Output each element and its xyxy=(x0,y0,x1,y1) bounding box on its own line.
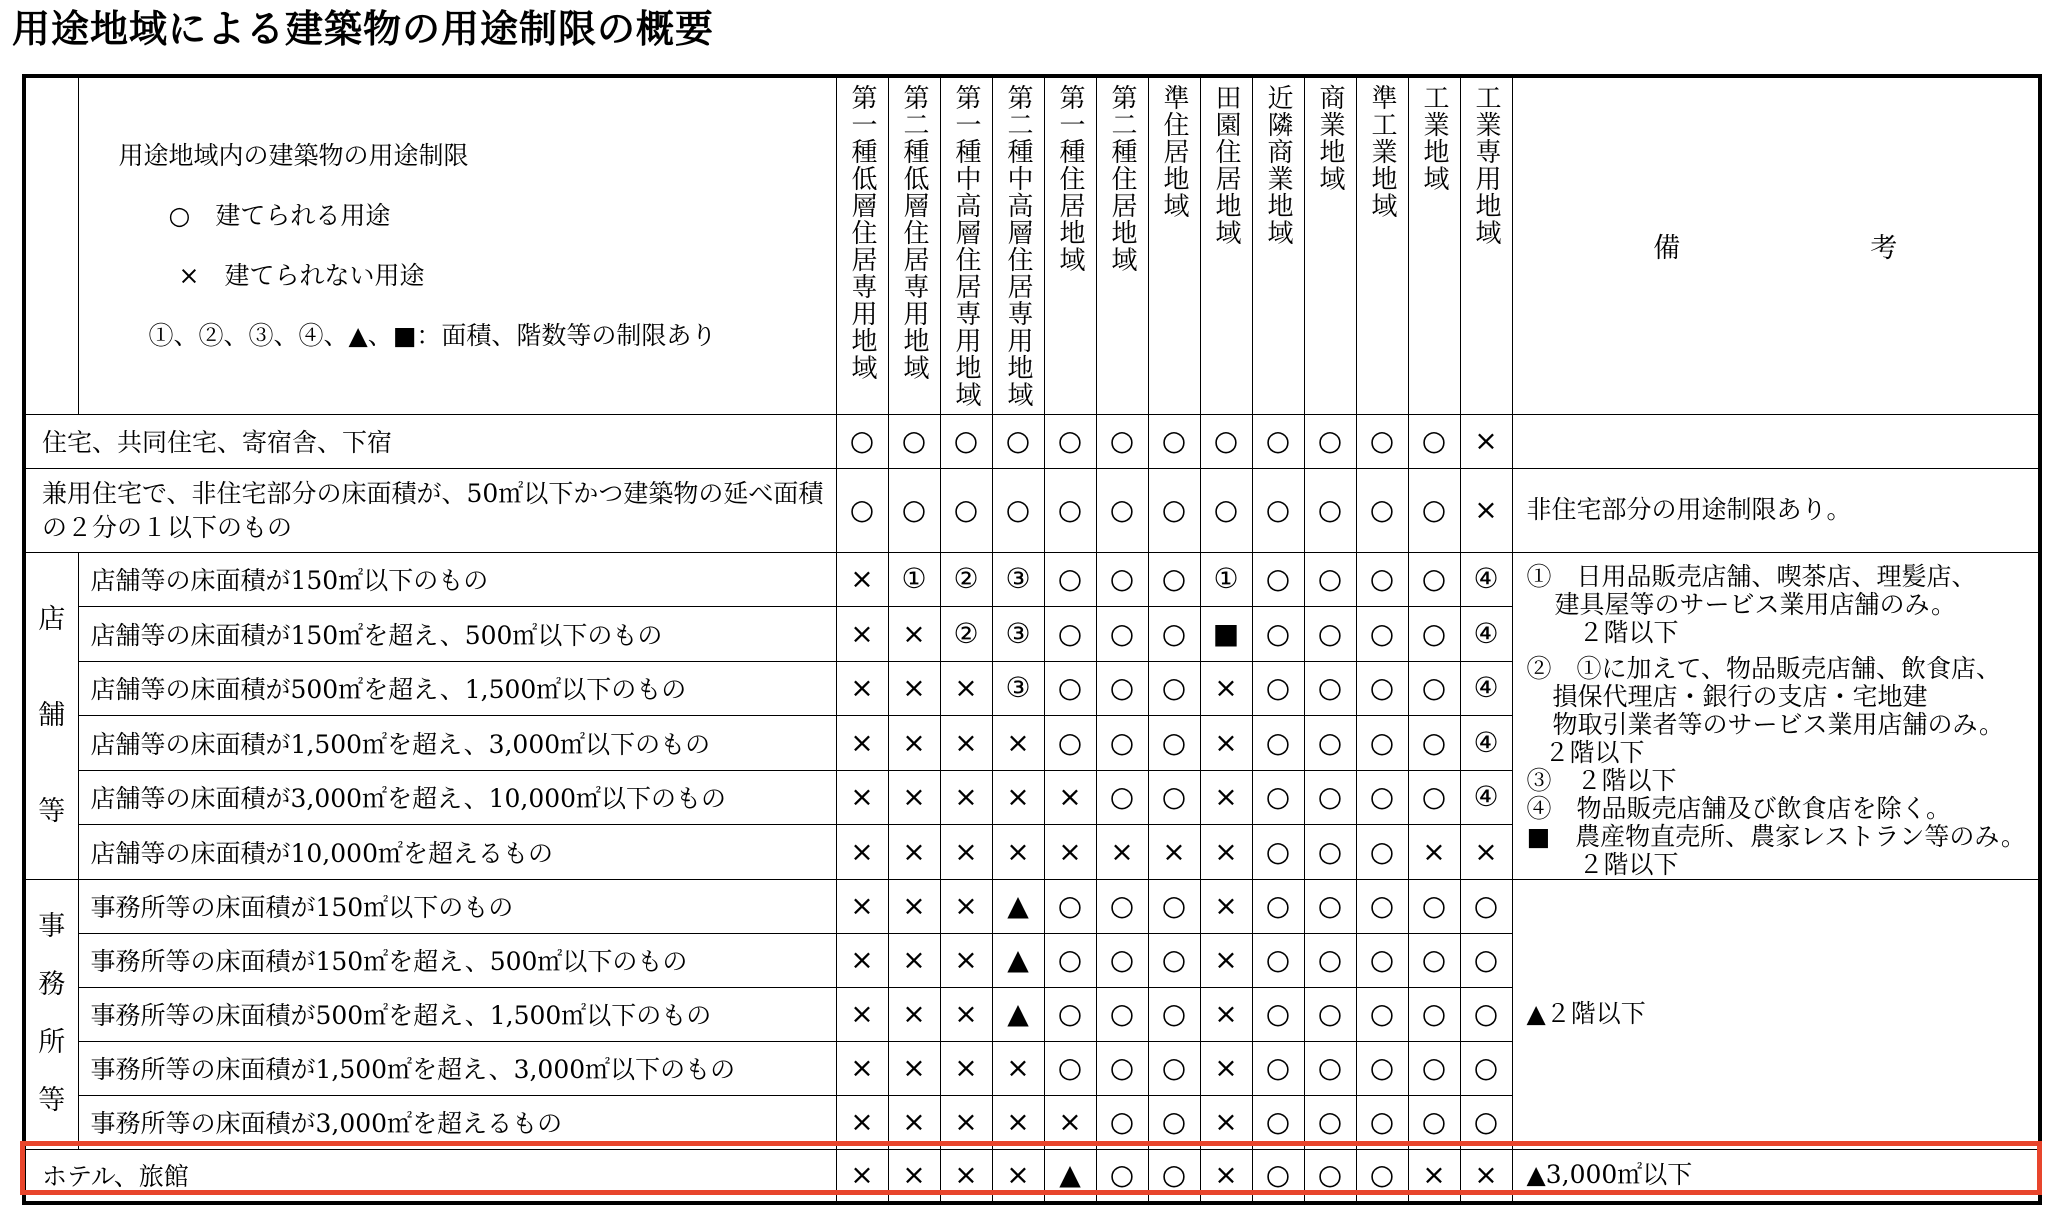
cell: × xyxy=(888,1095,940,1149)
cell: ○ xyxy=(1044,1041,1096,1095)
legend-cell xyxy=(78,76,836,414)
cell: × xyxy=(940,987,992,1041)
remark-cell-offices: ▲２階以下 xyxy=(1512,879,2040,1149)
cell: ○ xyxy=(1304,1041,1356,1095)
zone-header: 準工業地域 xyxy=(1356,76,1408,414)
legend-disallowed: × 建てられない用途 xyxy=(178,260,425,290)
cell: ② xyxy=(940,607,992,662)
cell: ○ xyxy=(1044,987,1096,1041)
cell: × xyxy=(1460,468,1512,552)
cell: × xyxy=(940,1095,992,1149)
group-label-shops: 店 舗 等 xyxy=(24,552,78,879)
cell: ○ xyxy=(1252,468,1304,552)
cell: ○ xyxy=(1408,879,1460,933)
cell: × xyxy=(992,1041,1044,1095)
zone-header: 田園住居地域 xyxy=(1200,76,1252,414)
remarks-header: 備 考 xyxy=(1512,76,2040,414)
cell: ○ xyxy=(940,414,992,468)
row-label: 兼用住宅で、非住宅部分の床面積が、50㎡以下かつ建築物の延べ面積の２分の１以下のもの xyxy=(24,468,836,552)
use-restriction-table xyxy=(22,74,2042,1205)
zone-header: 工業地域 xyxy=(1408,76,1460,414)
cell: × xyxy=(1200,933,1252,987)
cell: × xyxy=(836,1095,888,1149)
cell: ○ xyxy=(1356,1149,1408,1203)
cell: × xyxy=(836,879,888,933)
cell: ○ xyxy=(1304,825,1356,880)
row-label: 店舗等の床面積が500㎡を超え、1,500㎡以下のもの xyxy=(78,661,836,716)
table-row xyxy=(24,879,2040,933)
cell: × xyxy=(1460,1149,1512,1203)
cell: × xyxy=(836,661,888,716)
cell: × xyxy=(1200,987,1252,1041)
cell: × xyxy=(940,933,992,987)
cell: × xyxy=(888,607,940,662)
cell: ○ xyxy=(1460,1041,1512,1095)
cell: ④ xyxy=(1460,716,1512,771)
cell: ○ xyxy=(1200,414,1252,468)
cell: ○ xyxy=(1356,879,1408,933)
cell: × xyxy=(836,607,888,662)
cell: ○ xyxy=(1044,879,1096,933)
cell: ○ xyxy=(1356,987,1408,1041)
cell: ① xyxy=(888,552,940,607)
table-row xyxy=(24,552,2040,607)
cell: ○ xyxy=(1304,770,1356,825)
row-label: 店舗等の床面積が3,000㎡を超え、10,000㎡以下のもの xyxy=(78,770,836,825)
cell: ○ xyxy=(836,414,888,468)
cell: ○ xyxy=(1408,1041,1460,1095)
row-label: 住宅、共同住宅、寄宿舎、下宿 xyxy=(24,414,836,468)
zone-header: 準住居地域 xyxy=(1148,76,1200,414)
cell: ○ xyxy=(1252,607,1304,662)
cell: ○ xyxy=(1148,1095,1200,1149)
cell: × xyxy=(1460,414,1512,468)
cell: ○ xyxy=(1096,987,1148,1041)
cell: ○ xyxy=(1408,661,1460,716)
cell: ① xyxy=(1200,552,1252,607)
cell: ○ xyxy=(1460,1095,1512,1149)
cell: × xyxy=(888,987,940,1041)
row-label: 店舗等の床面積が10,000㎡を超えるもの xyxy=(78,825,836,880)
cell: ○ xyxy=(1252,1095,1304,1149)
cell: ▲ xyxy=(1044,1149,1096,1203)
cell: ○ xyxy=(1252,661,1304,716)
cell: ○ xyxy=(1408,552,1460,607)
cell: ○ xyxy=(1096,770,1148,825)
cell: × xyxy=(1044,825,1096,880)
cell: × xyxy=(1200,770,1252,825)
zone-header: 第二種住居地域 xyxy=(1096,76,1148,414)
remark-cell: ▲3,000㎡以下 xyxy=(1512,1149,2040,1203)
row-label: 事務所等の床面積が1,500㎡を超え、3,000㎡以下のもの xyxy=(78,1041,836,1095)
cell: × xyxy=(836,987,888,1041)
cell: ○ xyxy=(1096,552,1148,607)
cell: ○ xyxy=(1408,770,1460,825)
row-label: 事務所等の床面積が3,000㎡を超えるもの xyxy=(78,1095,836,1149)
cell: × xyxy=(1200,716,1252,771)
cell: ○ xyxy=(1252,1149,1304,1203)
cell: ○ xyxy=(1252,879,1304,933)
cell: ○ xyxy=(1044,607,1096,662)
cell: ○ xyxy=(1304,1149,1356,1203)
cell: × xyxy=(1044,770,1096,825)
cell: ○ xyxy=(1304,987,1356,1041)
zone-header: 近隣商業地域 xyxy=(1252,76,1304,414)
cell: ○ xyxy=(888,414,940,468)
cell: ○ xyxy=(1044,414,1096,468)
cell: × xyxy=(836,1149,888,1203)
page-title: 用途地域による建築物の用途制限の概要 xyxy=(12,7,715,51)
cell: ○ xyxy=(940,468,992,552)
cell: ○ xyxy=(1044,552,1096,607)
cell: ▲ xyxy=(992,987,1044,1041)
row-label: 店舗等の床面積が1,500㎡を超え、3,000㎡以下のもの xyxy=(78,716,836,771)
cell: ○ xyxy=(992,414,1044,468)
cell: ○ xyxy=(1356,1095,1408,1149)
cell: × xyxy=(1200,1041,1252,1095)
cell: ○ xyxy=(1460,987,1512,1041)
cell: ○ xyxy=(888,468,940,552)
cell: × xyxy=(836,933,888,987)
cell: ○ xyxy=(1408,933,1460,987)
zone-header: 工業専用地域 xyxy=(1460,76,1512,414)
cell: ○ xyxy=(1356,661,1408,716)
cell: ○ xyxy=(1408,414,1460,468)
cell: ○ xyxy=(1148,716,1200,771)
cell: ○ xyxy=(1408,607,1460,662)
remark-cell: 非住宅部分の用途制限あり。 xyxy=(1512,468,2040,552)
cell: ○ xyxy=(1304,933,1356,987)
cell: × xyxy=(836,825,888,880)
cell: ○ xyxy=(1252,1041,1304,1095)
cell: ○ xyxy=(1148,552,1200,607)
cell: ○ xyxy=(1460,879,1512,933)
cell: ○ xyxy=(1252,716,1304,771)
row-label: 事務所等の床面積が500㎡を超え、1,500㎡以下のもの xyxy=(78,987,836,1041)
row-label: 店舗等の床面積が150㎡以下のもの xyxy=(78,552,836,607)
header-row xyxy=(24,76,2040,414)
cell: × xyxy=(1408,1149,1460,1203)
cell: × xyxy=(836,1041,888,1095)
cell: ④ xyxy=(1460,552,1512,607)
cell: ○ xyxy=(1096,716,1148,771)
legend-allowed: ○ 建てられる用途 xyxy=(168,200,391,230)
cell: ○ xyxy=(1096,933,1148,987)
cell: ○ xyxy=(1096,607,1148,662)
cell: ○ xyxy=(1304,552,1356,607)
cell: × xyxy=(1044,1095,1096,1149)
legend-restricted: ①、②、③、④、▲、■：面積、階数等の制限あり xyxy=(148,320,717,350)
cell: × xyxy=(940,1041,992,1095)
cell: ○ xyxy=(1252,770,1304,825)
cell: ○ xyxy=(1148,879,1200,933)
table-row-hotel xyxy=(24,1149,2040,1203)
cell: ○ xyxy=(1356,607,1408,662)
cell: × xyxy=(940,716,992,771)
cell: ○ xyxy=(1252,414,1304,468)
cell: ○ xyxy=(1252,552,1304,607)
cell: ○ xyxy=(836,468,888,552)
remark-cell-shops: ① 日用品販売店舗、喫茶店、理髪店、 建具屋等のサービス業用店舗のみ。 ２階以下 ② ①に加えて、物品販売店舗、飲食店、 損保代理店・銀行の支店・宅地建 物取引業者等のサービス業用店舗のみ。 ２階以下 ③ ２階以下 ④ 物品販売店舗及び飲食店を除く。 ■ 農産物直売所、農家レストラン等のみ。 ２階以下 xyxy=(1512,552,2040,879)
cell: ○ xyxy=(1304,716,1356,771)
cell: × xyxy=(888,770,940,825)
row-label: 店舗等の床面積が150㎡を超え、500㎡以下のもの xyxy=(78,607,836,662)
cell: ■ xyxy=(1200,607,1252,662)
table-row xyxy=(24,414,2040,468)
cell: ○ xyxy=(1356,414,1408,468)
cell: ④ xyxy=(1460,661,1512,716)
cell: ○ xyxy=(1356,933,1408,987)
cell: ○ xyxy=(1356,770,1408,825)
zone-header: 第一種中高層住居専用地域 xyxy=(940,76,992,414)
cell: ○ xyxy=(992,468,1044,552)
cell: × xyxy=(1200,1095,1252,1149)
remark-cell xyxy=(1512,414,2040,468)
cell: × xyxy=(992,716,1044,771)
row-label: 事務所等の床面積が150㎡を超え、500㎡以下のもの xyxy=(78,933,836,987)
cell: ③ xyxy=(992,607,1044,662)
cell: × xyxy=(1148,825,1200,880)
cell: × xyxy=(888,661,940,716)
cell: ③ xyxy=(992,552,1044,607)
cell: × xyxy=(1460,825,1512,880)
cell: ○ xyxy=(1408,716,1460,771)
cell: ○ xyxy=(1148,1041,1200,1095)
cell: ○ xyxy=(1304,607,1356,662)
zone-header: 商業地域 xyxy=(1304,76,1356,414)
cell: × xyxy=(940,879,992,933)
cell: × xyxy=(1408,825,1460,880)
legend-heading: 用途地域内の建築物の用途制限 xyxy=(118,140,469,170)
cell: ○ xyxy=(1148,770,1200,825)
cell: × xyxy=(888,879,940,933)
cell: ○ xyxy=(1408,1095,1460,1149)
cell: ○ xyxy=(1096,468,1148,552)
cell: ○ xyxy=(1148,414,1200,468)
cell: × xyxy=(1200,661,1252,716)
cell: × xyxy=(992,1149,1044,1203)
cell: ○ xyxy=(1148,607,1200,662)
cell: × xyxy=(992,770,1044,825)
cell: ○ xyxy=(1252,933,1304,987)
cell: × xyxy=(836,552,888,607)
cell: ④ xyxy=(1460,770,1512,825)
cell: ○ xyxy=(1148,661,1200,716)
cell: ○ xyxy=(1044,468,1096,552)
cell: ○ xyxy=(1096,879,1148,933)
cell: ○ xyxy=(1304,879,1356,933)
cell: ○ xyxy=(1044,933,1096,987)
cell: ○ xyxy=(1356,1041,1408,1095)
cell: ○ xyxy=(1304,414,1356,468)
cell: ○ xyxy=(1096,1149,1148,1203)
cell: ▲ xyxy=(992,933,1044,987)
cell: × xyxy=(992,825,1044,880)
cell: × xyxy=(836,716,888,771)
cell: ○ xyxy=(1460,933,1512,987)
cell: ○ xyxy=(1408,987,1460,1041)
zone-header: 第二種中高層住居専用地域 xyxy=(992,76,1044,414)
group-label-offices: 事 務 所 等 xyxy=(24,879,78,1149)
zone-header: 第二種低層住居専用地域 xyxy=(888,76,940,414)
cell: ○ xyxy=(1356,825,1408,880)
cell: ○ xyxy=(1096,1041,1148,1095)
cell: ○ xyxy=(1304,1095,1356,1149)
cell: × xyxy=(888,716,940,771)
cell: ▲ xyxy=(992,879,1044,933)
cell: ○ xyxy=(1304,661,1356,716)
cell: × xyxy=(1200,879,1252,933)
cell: × xyxy=(1096,825,1148,880)
cell: ○ xyxy=(1096,1095,1148,1149)
row-label: 事務所等の床面積が150㎡以下のもの xyxy=(78,879,836,933)
cell: × xyxy=(940,661,992,716)
cell: × xyxy=(888,933,940,987)
cell: × xyxy=(888,825,940,880)
cell: × xyxy=(940,1149,992,1203)
row-label: ホテル、旅館 xyxy=(24,1149,836,1203)
cell: ○ xyxy=(1304,468,1356,552)
corner-cell xyxy=(24,76,78,414)
cell: × xyxy=(1200,1149,1252,1203)
cell: × xyxy=(940,825,992,880)
cell: × xyxy=(836,770,888,825)
cell: ○ xyxy=(1252,825,1304,880)
cell: ○ xyxy=(1252,987,1304,1041)
cell: ○ xyxy=(1044,661,1096,716)
cell: ○ xyxy=(1408,468,1460,552)
cell: × xyxy=(992,1095,1044,1149)
cell: ○ xyxy=(1096,661,1148,716)
cell: × xyxy=(888,1041,940,1095)
cell: ② xyxy=(940,552,992,607)
cell: ③ xyxy=(992,661,1044,716)
cell: ○ xyxy=(1200,468,1252,552)
cell: ○ xyxy=(1148,1149,1200,1203)
cell: ○ xyxy=(1148,933,1200,987)
table-row xyxy=(24,468,2040,552)
cell: ○ xyxy=(1148,987,1200,1041)
cell: × xyxy=(1200,825,1252,880)
cell: ○ xyxy=(1356,552,1408,607)
cell: ④ xyxy=(1460,607,1512,662)
cell: ○ xyxy=(1044,716,1096,771)
cell: ○ xyxy=(1096,414,1148,468)
cell: ○ xyxy=(1356,468,1408,552)
cell: × xyxy=(888,1149,940,1203)
zone-header: 第一種住居地域 xyxy=(1044,76,1096,414)
cell: ○ xyxy=(1148,468,1200,552)
cell: × xyxy=(940,770,992,825)
zone-header: 第一種低層住居専用地域 xyxy=(836,76,888,414)
cell: ○ xyxy=(1356,716,1408,771)
